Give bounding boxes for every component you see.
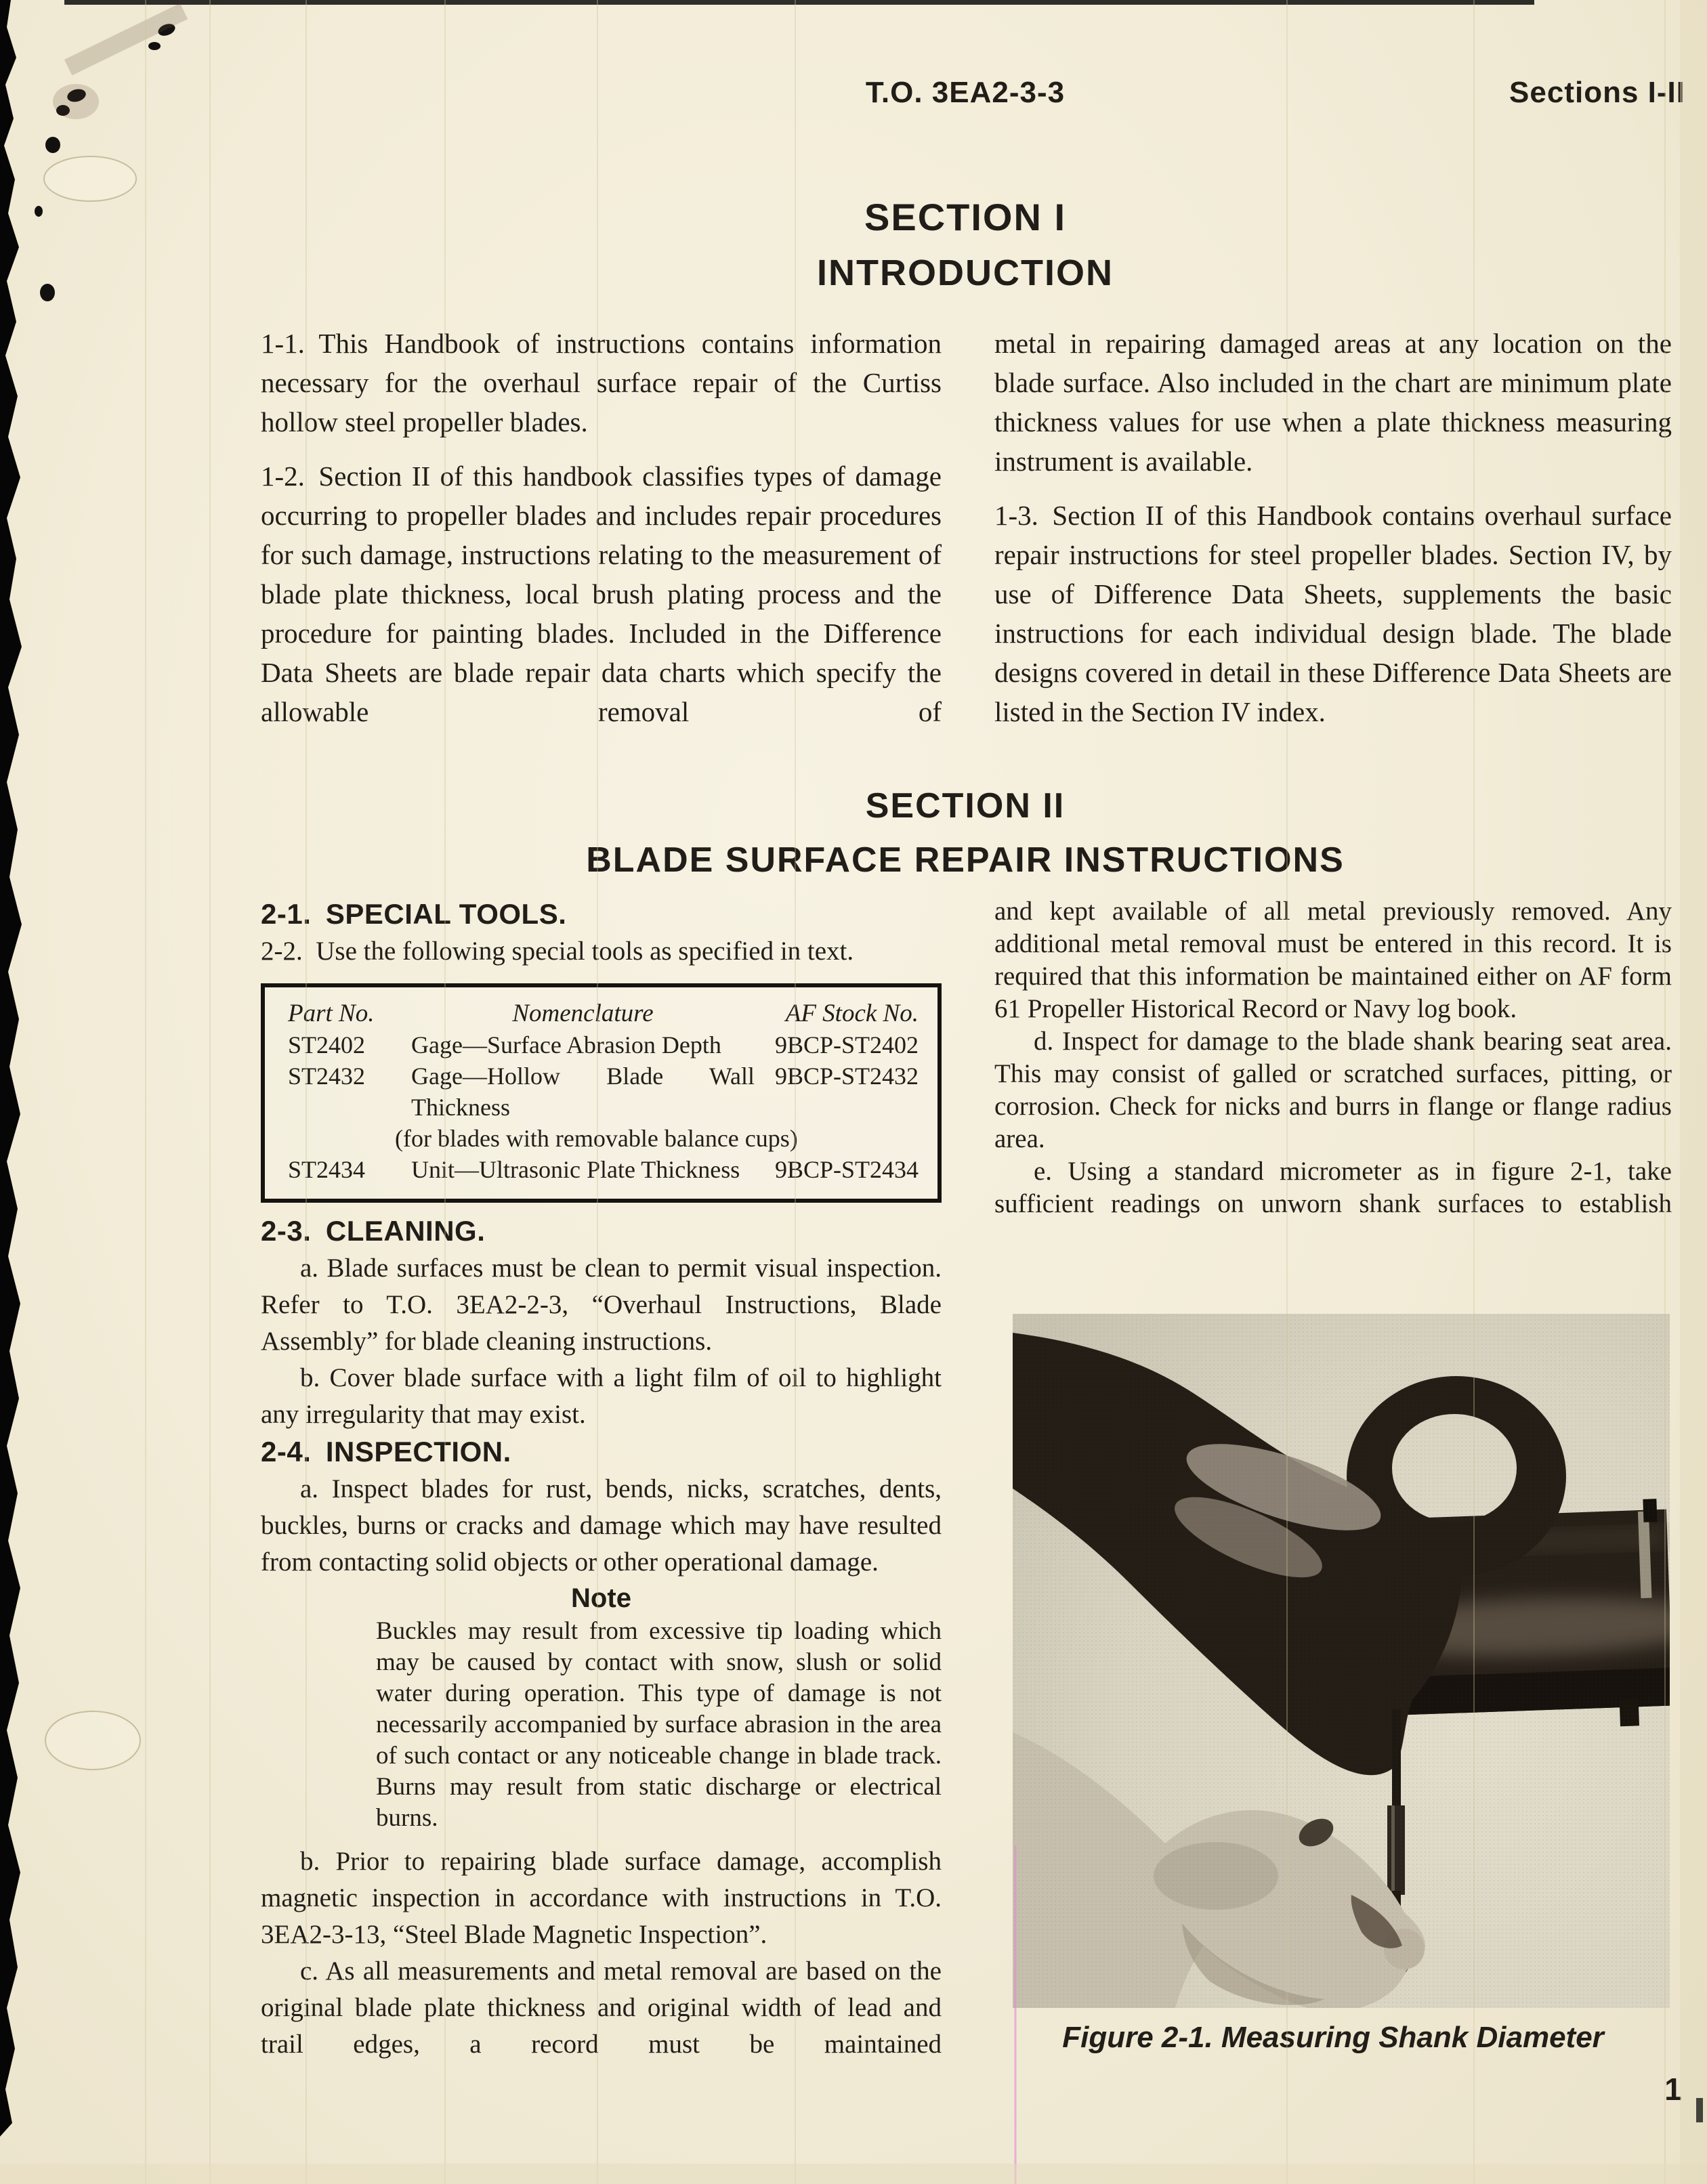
paragraph-2-4-c: c. As all measurements and metal removal are based on the original blade plate thickness and original width of lead and trail edges, a record must be maintained [261, 1956, 942, 2059]
table-cell-part: ST2434 [288, 1156, 366, 1183]
paragraph-2-2: 2-2. Use the following special tools as specified in text. [261, 937, 854, 966]
paragraph-d: d. Inspect for damage to the blade shank bearing seat area. This may consist of galled or scratched surfaces, pitting, or corrosion. Check for nicks and burrs in flange or flange radius area. [994, 1027, 1672, 1153]
table-cell-part: ST2432 [288, 1063, 366, 1090]
heading-inspection: 2-4. INSPECTION. [261, 1436, 511, 1468]
table-row-note: (for blades with removable balance cups) [395, 1125, 798, 1152]
section2-title: SECTION II [865, 786, 1066, 826]
header-sections-label: Sections I-II [1509, 76, 1685, 109]
section1-left-column [261, 324, 942, 746]
right-edge-tint [1680, 0, 1707, 2184]
page-number: 1 [1664, 2072, 1682, 2107]
special-tools-table [261, 983, 942, 1203]
punch-hole [44, 156, 136, 201]
table-cell-stock: 9BCP-ST2432 [774, 1063, 919, 1090]
note-label: Note [571, 1583, 631, 1613]
paragraph-2-3-b: b. Cover blade surface with a light film of oil to highlight any irregularity that may exist. [261, 1363, 942, 1429]
smudge-blot [53, 84, 99, 119]
table-cell-stock: 9BCP-ST2434 [774, 1156, 919, 1183]
table-cell-part: ST2402 [288, 1031, 366, 1058]
header-to-number: T.O. 3EA2-3-3 [865, 76, 1066, 109]
top-edge-shadow [64, 0, 1534, 5]
table-cell-nomenclature: Gage—Surface Abrasion Depth [411, 1031, 721, 1058]
paragraph-e: e. Using a standard micrometer as in figure 2-1, take sufficient readings on unworn shank surfaces to establish [994, 1157, 1672, 1218]
bottom-edge-tint [0, 2164, 1707, 2184]
paragraph-1-2-continued: metal in repairing damaged areas at any location on the blade surface. Also included in the chart are minimum plate thickness values for use when a plate thickness measuring instrument is available. [994, 328, 1672, 477]
section1-subtitle: INTRODUCTION [817, 253, 1114, 293]
paragraph-2-4-c-continued: and kept available of all metal previously removed. Any additional metal removal must be entered in this record. It is required that this information be maintained either on AF form 61 Propeller Historical Record or Navy log book. [994, 897, 1672, 1023]
torn-binding-edge [0, 0, 22, 2137]
punch-hole [45, 1711, 140, 1770]
section1-title: SECTION I [864, 196, 1067, 238]
table-header-part-no: Part No. [288, 1000, 375, 1027]
table-cell-stock: 9BCP-ST2402 [774, 1031, 919, 1058]
paragraph-1-1: 1-1. This Handbook of instructions contains information necessary for the overhaul surface repair of the Curtiss hollow steel propeller blades. [261, 328, 942, 437]
paragraph-2-4-a: a. Inspect blades for rust, bends, nicks, scratches, dents, buckles, burns or cracks and damage which may have resulted from contacting solid objects or other operational damage. [261, 1474, 942, 1577]
ink-specks [35, 22, 177, 301]
heading-cleaning: 2-3. CLEANING. [261, 1215, 486, 1247]
right-edge-mark [1696, 2098, 1703, 2122]
figure-2-1-photo [1013, 1314, 1670, 2008]
section2-right-column [994, 895, 1672, 1220]
paragraph-2-4-b: b. Prior to repairing blade surface damage, accomplish magnetic inspection in accordance with instructions in T.O. 3EA2-3-13, “Steel Blade Magnetic Inspection”. [261, 1847, 942, 1949]
halftone-texture [1013, 1314, 1670, 2008]
paragraph-1-2: 1-2. Section II of this handbook classifies types of damage occurring to propeller blades and includes repair procedures for such damage, instructions relating to the measurement of blade plate thickness, local brush plating process and the procedure for painting blades. Included in the Difference Data Sheets are blade repair data charts which specify the allowable removal of [261, 461, 942, 727]
table-header-af-stock-no: AF Stock No. [785, 1000, 919, 1027]
smudge-streak [64, 3, 188, 76]
section2-subtitle: BLADE SURFACE REPAIR INSTRUCTIONS [586, 840, 1345, 880]
note-text: Buckles may result from excessive tip loading which may be caused by contact with snow, slush or solid water during operation. This type of damage is not necessarily accompanied by surface abrasion in the area of such contact or any noticeable change in blade track. Burns may result from static discharge or electrical burns. [376, 1617, 942, 1832]
table-cell-nomenclature: Unit—Ultrasonic Plate Thickness [411, 1156, 740, 1183]
figure-caption: Figure 2-1. Measuring Shank Diameter [1062, 2021, 1604, 2054]
section2-left-column [261, 895, 942, 2063]
paragraph-2-3-a: a. Blade surfaces must be clean to permit visual inspection. Refer to T.O. 3EA2-2-3, “Overhaul Instructions, Blade Assembly” for blade cleaning instructions. [261, 1254, 942, 1356]
paragraph-1-3: 1-3. Section II of this Handbook contains overhaul surface repair instructions for steel propeller blades. Section IV, by use of Difference Data Sheets, supplements the basic instructions for each individual design blade. The blade designs covered in detail in these Difference Data Sheets are listed in the Section IV index. [994, 500, 1672, 727]
heading-special-tools: 2-1. SPECIAL TOOLS. [261, 898, 567, 930]
table-cell-nomenclature: Gage—Hollow Blade Wall Thickness [411, 1063, 755, 1121]
table-header-nomenclature: Nomenclature [512, 1000, 654, 1027]
section1-right-column [994, 324, 1672, 746]
